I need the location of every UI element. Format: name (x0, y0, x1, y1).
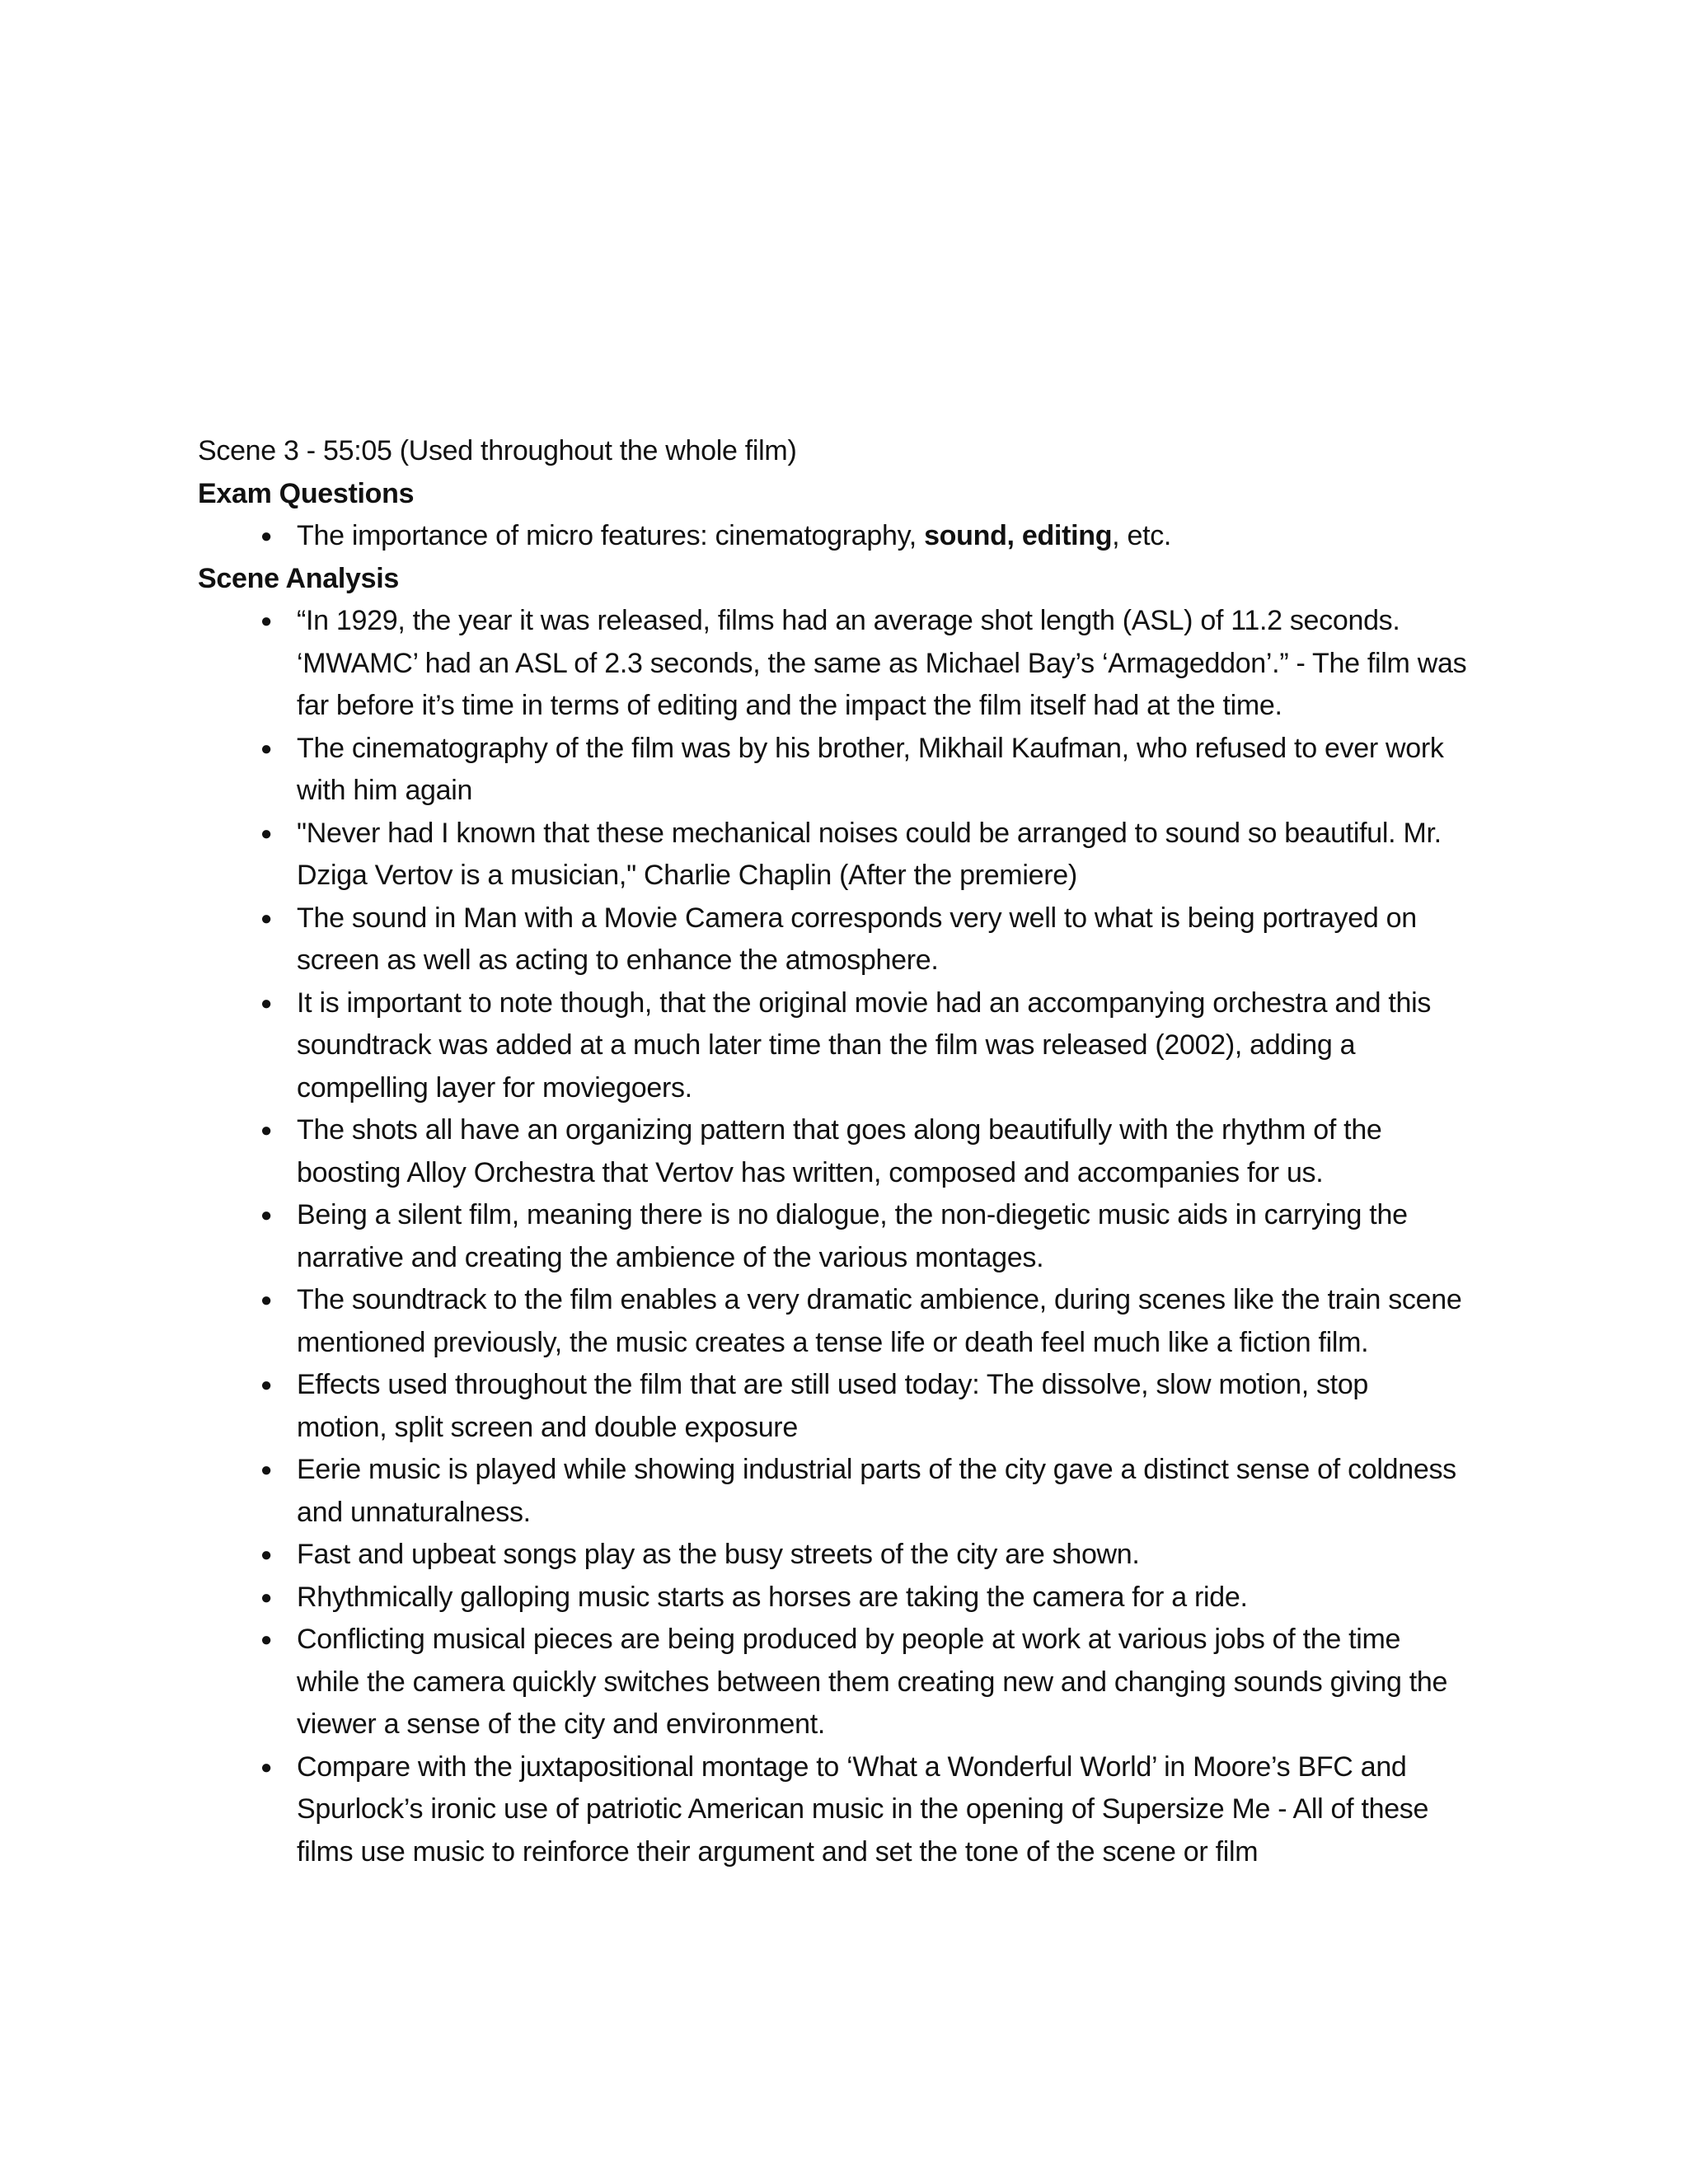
scene-timestamp-line: Scene 3 - 55:05 (Used throughout the whole film) (198, 435, 797, 466)
list-item-text-line: Effects used throughout the film that are still used today: The dissolve, slow motion, stop (297, 1369, 1369, 1400)
list-item-text-line: narrative and creating the ambience of the various montages. (297, 1241, 1044, 1273)
list-item (198, 1449, 1500, 1534)
document-body (198, 430, 1500, 1873)
list-item-text-line: The sound in Man with a Movie Camera corresponds very well to what is being portrayed on (297, 902, 1417, 934)
exam-question-suffix: , etc. (1112, 520, 1172, 551)
list-item (198, 1534, 1500, 1577)
bullet-icon: ● (260, 1204, 273, 1226)
list-item-text-line: Spurlock’s ironic use of patriotic American music in the opening of Supersize Me - All of these (297, 1793, 1429, 1825)
bullet-icon: ● (260, 1629, 273, 1651)
list-item-text-line: Fast and upbeat songs play as the busy streets of the city are shown. (297, 1539, 1140, 1570)
list-item-text-line: viewer a sense of the city and environment. (297, 1708, 826, 1740)
list-item-text-line: Being a silent film, meaning there is no dialogue, the non-diegetic music aids in carrying the (297, 1199, 1408, 1230)
list-item-text-line: Conflicting musical pieces are being produced by people at work at various jobs of the time (297, 1624, 1401, 1655)
bullet-icon: ● (260, 1374, 273, 1396)
list-item-text-line: ‘MWAMC’ had an ASL of 2.3 seconds, the same as Michael Bay’s ‘Armageddon’.” - The film was (297, 647, 1467, 679)
list-item-text-line: films use music to reinforce their argument and set the tone of the scene or film (297, 1835, 1259, 1868)
list-item-text-line: screen as well as acting to enhance the atmosphere. (297, 944, 939, 976)
list-item (198, 1577, 1500, 1619)
list-item (198, 515, 1500, 558)
list-item (198, 898, 1500, 982)
list-item-text-line: "Never had I known that these mechanical noises could be arranged to sound so beautiful. Mr. (297, 817, 1442, 849)
bullet-icon: ● (260, 991, 273, 1015)
scene-analysis-list (198, 600, 1500, 1873)
list-item (198, 1746, 1500, 1874)
scene-analysis-heading: Scene Analysis (198, 562, 400, 594)
list-item-text-line: The soundtrack to the film enables a very dramatic ambience, during scenes like the train scene (297, 1284, 1462, 1315)
list-item-text-line: mentioned previously, the music creates a tense life or death feel much like a fiction film. (297, 1326, 1369, 1358)
list-item (198, 1364, 1500, 1449)
bullet-icon: ● (260, 1459, 273, 1481)
list-item-text-line: and unnaturalness. (297, 1496, 531, 1528)
list-item-text-line: It is important to note though, that the original movie had an accompanying orchestra and this (297, 987, 1432, 1019)
list-item (198, 982, 1500, 1110)
exam-question-bold: sound, editing (924, 520, 1113, 551)
list-item-text-line: Compare with the juxtapositional montage to ‘What a Wonderful World’ in Moore’s BFC and (297, 1750, 1407, 1783)
bullet-icon: ● (260, 1544, 273, 1566)
bullet-icon: ● (260, 737, 273, 760)
exam-questions-heading: Exam Questions (198, 477, 415, 509)
bullet-icon: ● (260, 525, 273, 547)
bullet-icon: ● (260, 907, 273, 930)
bullet-icon: ● (260, 1119, 273, 1141)
list-item-text-line: while the camera quickly switches between them creating new and changing sounds giving the (297, 1666, 1448, 1698)
list-item (198, 1194, 1500, 1279)
list-item (198, 728, 1500, 813)
list-item-text-line: Eerie music is played while showing industrial parts of the city gave a distinct sense of coldness (297, 1454, 1456, 1485)
list-item-text-line: “In 1929, the year it was released, films had an average shot length (ASL) of 11.2 seconds. (297, 605, 1400, 636)
list-item (198, 1279, 1500, 1364)
list-item (198, 600, 1500, 728)
list-item (198, 1109, 1500, 1194)
list-item-text-line: soundtrack was added at a much later time than the film was released (2002), adding a (297, 1029, 1356, 1061)
list-item-text-line: with him again (297, 775, 473, 806)
list-item-text-line: compelling layer for moviegoers. (297, 1071, 692, 1104)
list-item-text-line: boosting Alloy Orchestra that Vertov has written, composed and accompanies for us. (297, 1156, 1324, 1188)
list-item-text-line: The shots all have an organizing pattern that goes along beautifully with the rhythm of the (297, 1114, 1382, 1146)
list-item-text-line: The cinematography of the film was by his brother, Mikhail Kaufman, who refused to ever work (297, 732, 1444, 764)
bullet-icon: ● (260, 1289, 273, 1311)
bullet-icon: ● (260, 1755, 273, 1779)
list-item-text-line: Rhythmically galloping music starts as horses are taking the camera for a ride. (297, 1581, 1248, 1613)
bullet-icon: ● (260, 610, 273, 632)
list-item (198, 1619, 1500, 1746)
exam-question-prefix: The importance of micro features: cinematography, (297, 520, 925, 551)
list-item-text-line: Dziga Vertov is a musician," Charlie Chaplin (After the premiere) (297, 860, 1077, 891)
list-item-text-line: motion, split screen and double exposure (297, 1411, 798, 1443)
exam-questions-list (198, 515, 1500, 558)
list-item (198, 813, 1500, 898)
bullet-icon: ● (260, 822, 273, 845)
bullet-icon: ● (260, 1586, 273, 1609)
list-item-text-line: far before it’s time in terms of editing and the impact the film itself had at the time. (297, 690, 1282, 721)
